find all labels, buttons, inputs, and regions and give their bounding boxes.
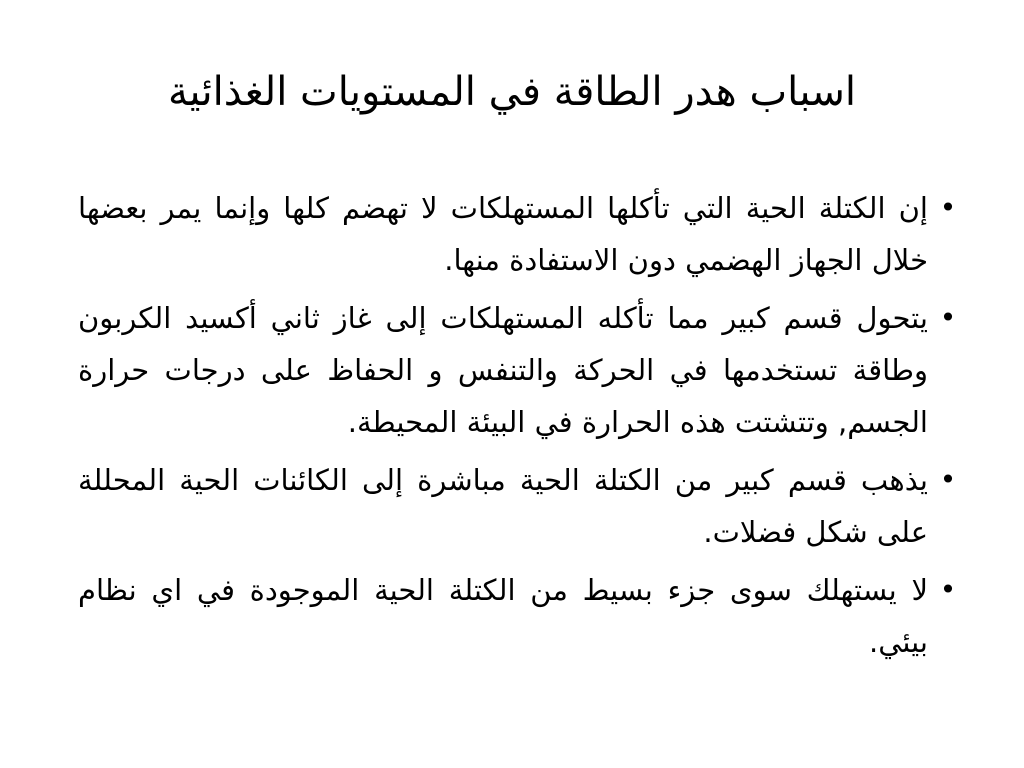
bullet-icon: • [939,301,957,334]
bullet-item-3 [78,454,958,558]
bullet-text: لا يستهلك سوى جزء بسيط من الكتلة الحية الموجودة في اي نظام بيئي. [78,573,928,659]
bullet-icon: • [939,573,957,606]
bullet-item-2 [78,292,958,448]
bullet-text: يتحول قسم كبير مما تأكله المستهلكات إلى غاز ثاني أكسيد الكربون وطاقة تستخدمها في الحركة والتنفس و الحفاظ على درجات حرارة الجسم, وتتشتت هذه الحرارة في البيئة المحيطة. [78,301,928,439]
bullet-item-4 [78,564,958,668]
bullet-text: يذهب قسم كبير من الكتلة الحية مباشرة إلى الكائنات الحية المحللة على شكل فضلات. [78,463,928,549]
bullet-text: إن الكتلة الحية التي تأكلها المستهلكات لا تهضم كلها وإنما يمر بعضها خلال الجهاز الهضمي دون الاستفادة منها. [78,191,928,277]
bullet-icon: • [939,191,957,224]
bullet-list [78,182,958,674]
bullet-icon: • [939,463,957,496]
slide-title: اسباب هدر الطاقة في المستويات الغذائية [167,69,857,115]
bullet-item-1 [78,182,958,286]
